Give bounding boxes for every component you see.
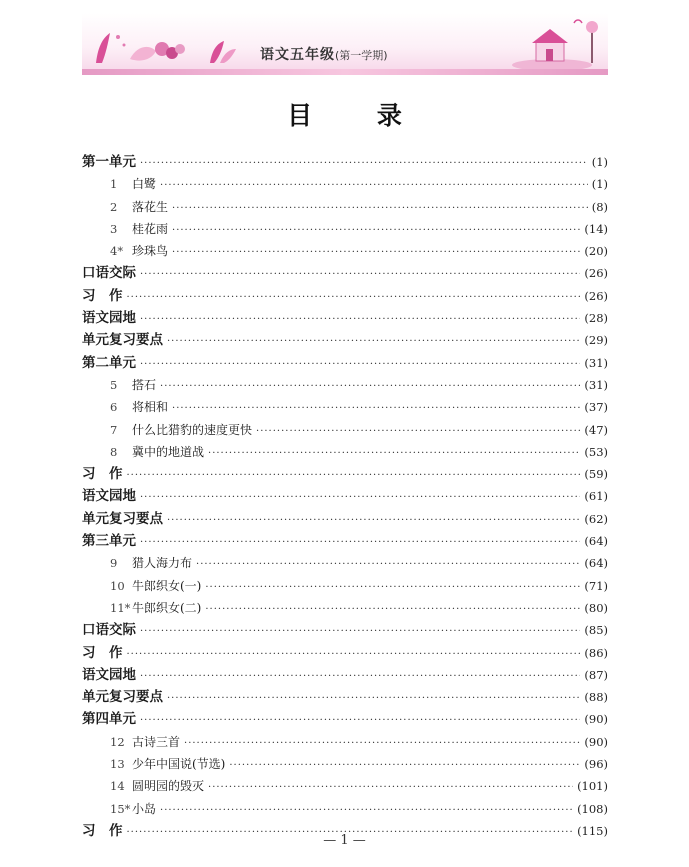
- toc-entry-title: [82, 575, 201, 597]
- toc-lesson-entry: [82, 173, 608, 195]
- toc-entry-label: 圆明园的毁灭: [132, 779, 205, 794]
- toc-section-entry: [82, 151, 608, 173]
- toc-entry-number: 12: [110, 734, 125, 749]
- toc-entry-page: (64): [584, 534, 608, 549]
- toc-entry-label: 语文园地: [82, 666, 136, 683]
- toc-entry-page: (1): [591, 177, 608, 192]
- toc-entry-page: (61): [584, 489, 608, 504]
- toc-entry-number: 6: [110, 400, 118, 415]
- toc-entry-label: 牛郎织女(一): [132, 578, 202, 593]
- toc-lesson-entry: [82, 575, 608, 597]
- house-tree-decoration-icon: [512, 13, 608, 69]
- toc-lesson-entry: [82, 374, 608, 396]
- leader-dots: [229, 755, 580, 775]
- toc-entry-number: 1: [110, 177, 118, 192]
- toc-entry-page: (26): [584, 288, 608, 303]
- toc-entry-title: [82, 463, 123, 485]
- toc-entry-label: 白鹭: [132, 177, 157, 192]
- toc-lesson-entry: [82, 196, 608, 218]
- toc-entry-label: 单元复习要点: [82, 689, 163, 706]
- toc-entry-page: (87): [584, 667, 608, 682]
- leader-dots: [208, 443, 580, 463]
- toc-entry-number: 4*: [110, 244, 124, 259]
- toc-entry-label: 单元复习要点: [82, 510, 163, 527]
- toc-section-entry: [82, 352, 608, 374]
- leader-dots: [140, 153, 588, 173]
- leader-dots: [172, 198, 588, 218]
- toc-entry-title: [82, 419, 252, 441]
- toc-entry-label: 第二单元: [82, 354, 136, 371]
- toc-entry-page: (53): [584, 444, 608, 459]
- leader-dots: [205, 599, 580, 619]
- leader-dots: [140, 309, 580, 329]
- leader-dots: [127, 465, 581, 485]
- toc-section-entry: [82, 530, 608, 552]
- toc-entry-page: (64): [584, 556, 608, 571]
- toc-entry-label: 小岛: [132, 801, 157, 816]
- toc-entry-label: 口语交际: [82, 622, 136, 639]
- toc-entry-label: 落花生: [132, 199, 169, 214]
- toc-lesson-entry: [82, 218, 608, 240]
- toc-entry-page: (8): [591, 199, 608, 214]
- leader-dots: [140, 487, 580, 507]
- toc-entry-number: 9: [110, 556, 118, 571]
- toc-entry-label: 搭石: [132, 377, 157, 392]
- toc-entry-number: 7: [110, 422, 118, 437]
- leader-dots: [167, 331, 580, 351]
- toc-lesson-entry: [82, 396, 608, 418]
- toc-entry-page: (90): [584, 712, 608, 727]
- leader-dots: [208, 777, 573, 797]
- toc-entry-page: (86): [584, 645, 608, 660]
- toc-entry-title: [82, 285, 123, 307]
- leader-dots: [256, 421, 580, 441]
- toc-entry-title: [82, 530, 136, 552]
- toc-entry-page: (85): [584, 623, 608, 638]
- toc-entry-label: 什么比猎豹的速度更快: [132, 422, 253, 437]
- toc-entry-title: [82, 262, 136, 284]
- leader-dots: [140, 710, 580, 730]
- toc-lesson-entry: [82, 597, 608, 619]
- toc-entry-title: [82, 664, 136, 686]
- toc-entry-title: [82, 642, 123, 664]
- toc-entry-page: (101): [577, 779, 608, 794]
- toc-entry-title: [82, 775, 204, 797]
- leader-dots: [205, 577, 580, 597]
- toc-entry-title: [82, 798, 156, 820]
- toc-entry-page: (31): [584, 377, 608, 392]
- toc-entry-page: (115): [577, 823, 608, 838]
- leader-dots: [172, 220, 580, 240]
- table-of-contents: [82, 151, 608, 842]
- toc-entry-label: 习 作: [82, 287, 123, 304]
- toc-entry-number: 11*: [110, 600, 131, 615]
- toc-lesson-entry: [82, 775, 608, 797]
- toc-entry-title: [82, 196, 168, 218]
- toc-entry-page: (37): [584, 400, 608, 415]
- toc-entry-title: [82, 352, 136, 374]
- header-banner: [82, 13, 608, 75]
- toc-entry-page: (20): [584, 244, 608, 259]
- toc-lesson-entry: [82, 441, 608, 463]
- toc-section-entry: [82, 664, 608, 686]
- toc-entry-number: 2: [110, 199, 118, 214]
- toc-section-entry: [82, 463, 608, 485]
- leader-dots: [140, 354, 580, 374]
- toc-entry-title: [82, 552, 192, 574]
- toc-entry-label: 牛郎织女(二): [132, 600, 202, 615]
- toc-entry-title: [82, 173, 156, 195]
- toc-entry-number: 5: [110, 377, 118, 392]
- leader-dots: [172, 242, 580, 262]
- toc-entry-page: (80): [584, 600, 608, 615]
- toc-entry-number: 13: [110, 757, 125, 772]
- toc-entry-number: 10: [110, 578, 125, 593]
- toc-entry-label: 第一单元: [82, 154, 136, 170]
- toc-entry-title: [82, 619, 136, 641]
- toc-section-entry: [82, 708, 608, 730]
- toc-entry-title: [82, 508, 163, 530]
- toc-entry-page: (47): [584, 422, 608, 437]
- toc-entry-label: 口语交际: [82, 265, 136, 282]
- toc-entry-label: 第三单元: [82, 533, 136, 550]
- toc-section-entry: [82, 285, 608, 307]
- toc-entry-page: (88): [584, 690, 608, 705]
- toc-entry-label: 习 作: [82, 644, 123, 661]
- toc-entry-label: 少年中国说(节选): [132, 757, 226, 772]
- floral-decoration-icon: [90, 25, 240, 69]
- toc-entry-title: [82, 396, 168, 418]
- toc-lesson-entry: [82, 798, 608, 820]
- toc-entry-title: [82, 218, 168, 240]
- toc-entry-label: 将相和: [132, 400, 169, 415]
- toc-section-entry: [82, 642, 608, 664]
- leader-dots: [167, 688, 580, 708]
- toc-entry-label: 语文园地: [82, 488, 136, 505]
- toc-section-entry: [82, 307, 608, 329]
- toc-lesson-entry: [82, 552, 608, 574]
- leader-dots: [140, 264, 580, 284]
- leader-dots: [196, 554, 580, 574]
- leader-dots: [127, 644, 581, 664]
- leader-dots: [160, 376, 580, 396]
- header-subtitle: (第一学期): [335, 49, 388, 62]
- toc-entry-label: 第四单元: [82, 711, 136, 728]
- toc-entry-title: [82, 686, 163, 708]
- toc-entry-label: 单元复习要点: [82, 332, 163, 349]
- leader-dots: [160, 175, 588, 195]
- toc-section-entry: [82, 485, 608, 507]
- toc-entry-page: (1): [591, 155, 608, 169]
- toc-entry-title: [82, 485, 136, 507]
- toc-section-entry: [82, 329, 608, 351]
- toc-entry-page: (90): [584, 734, 608, 749]
- toc-entry-title: [82, 441, 204, 463]
- toc-entry-label: 习 作: [82, 822, 123, 839]
- leader-dots: [184, 733, 580, 753]
- page-number: — 1 —: [323, 833, 366, 848]
- toc-entry-page: (29): [584, 333, 608, 348]
- toc-entry-title: [82, 731, 180, 753]
- toc-entry-page: (108): [577, 801, 608, 816]
- toc-section-entry: [82, 508, 608, 530]
- toc-entry-page: (14): [584, 221, 608, 236]
- toc-entry-page: (62): [584, 511, 608, 526]
- toc-entry-title: [82, 708, 136, 730]
- toc-lesson-entry: [82, 731, 608, 753]
- toc-entry-label: 猎人海力布: [132, 556, 193, 571]
- toc-lesson-entry: [82, 240, 608, 262]
- toc-entry-page: (59): [584, 467, 608, 482]
- toc-entry-title: [82, 307, 136, 329]
- toc-entry-title: [82, 151, 136, 173]
- toc-entry-label: 桂花雨: [132, 221, 169, 236]
- toc-section-entry: [82, 262, 608, 284]
- leader-dots: [140, 532, 580, 552]
- toc-entry-page: (31): [584, 355, 608, 370]
- leader-dots: [172, 398, 580, 418]
- header-stripe: [82, 69, 608, 75]
- toc-entry-number: 3: [110, 221, 118, 236]
- leader-dots: [127, 287, 581, 307]
- toc-entry-label: 习 作: [82, 466, 123, 483]
- toc-entry-label: 冀中的地道战: [132, 444, 205, 459]
- toc-entry-title: [82, 240, 168, 262]
- leader-dots: [140, 666, 580, 686]
- toc-entry-page: (28): [584, 311, 608, 326]
- toc-entry-title: [82, 753, 225, 775]
- toc-entry-label: 古诗三首: [132, 734, 181, 749]
- toc-entry-number: 15*: [110, 801, 131, 816]
- toc-entry-title: [82, 597, 201, 619]
- leader-dots: [167, 510, 580, 530]
- toc-entry-title: [82, 329, 163, 351]
- toc-entry-page: (96): [584, 757, 608, 772]
- toc-section-entry: [82, 619, 608, 641]
- toc-entry-title: [82, 374, 156, 396]
- page-title: 目 录: [287, 101, 430, 130]
- toc-entry-page: (26): [584, 266, 608, 281]
- toc-entry-page: (71): [584, 578, 608, 593]
- toc-section-entry: [82, 686, 608, 708]
- toc-entry-label: 语文园地: [82, 310, 136, 327]
- toc-entry-label: 珍珠鸟: [132, 244, 169, 259]
- leader-dots: [140, 621, 580, 641]
- toc-lesson-entry: [82, 753, 608, 775]
- toc-entry-number: 8: [110, 444, 118, 459]
- leader-dots: [160, 800, 573, 820]
- toc-entry-number: 14: [110, 779, 125, 794]
- header-title: 语文五年级(第一学期): [260, 47, 388, 63]
- toc-lesson-entry: [82, 419, 608, 441]
